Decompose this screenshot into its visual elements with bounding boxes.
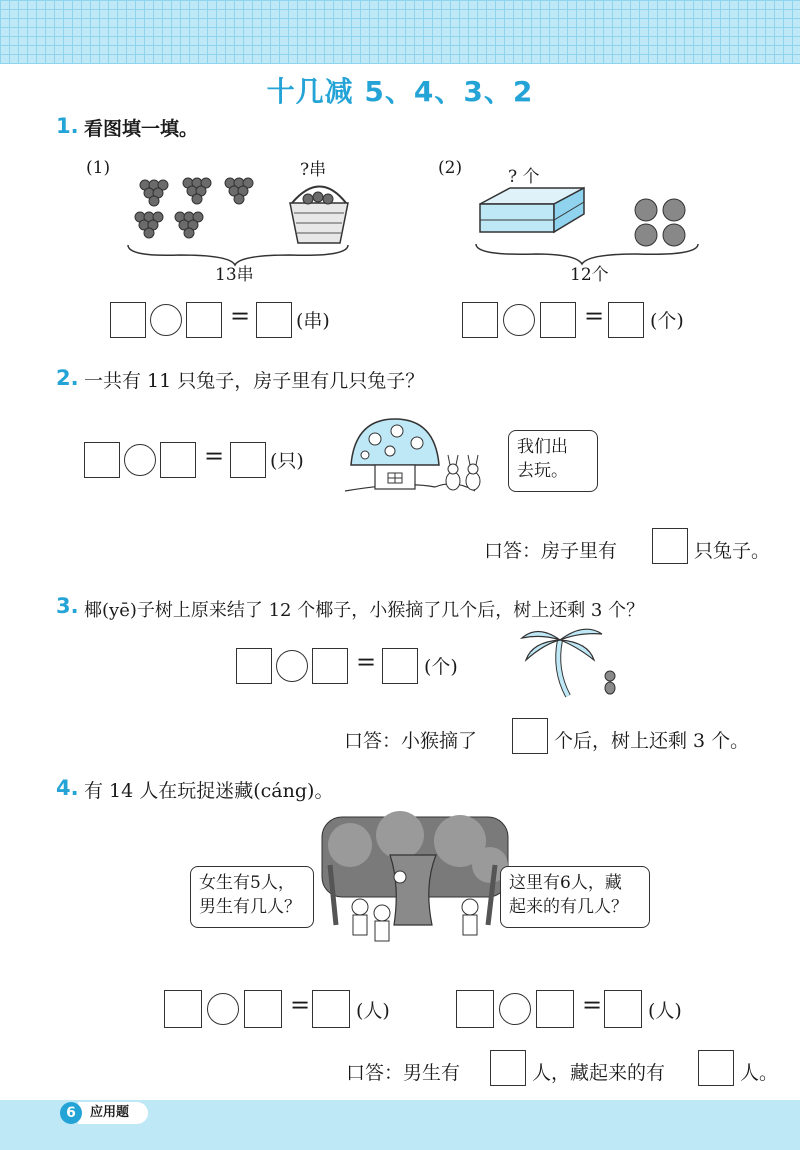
- answer-box[interactable]: [84, 442, 120, 478]
- answer-box[interactable]: [312, 648, 348, 684]
- page-number: 6: [60, 1102, 82, 1124]
- monkey-icon: [605, 671, 615, 694]
- q1-part1-label: (1): [86, 158, 111, 178]
- q1-part2-label: (2): [438, 158, 463, 178]
- operator-circle[interactable]: [124, 444, 156, 476]
- bubble-line: 这里有6人，藏: [509, 873, 622, 893]
- q4-number: 4.: [56, 776, 79, 800]
- section-tag: 应用题: [78, 1102, 148, 1124]
- speech-bubble-left: [190, 866, 314, 928]
- rabbit-icon: [446, 455, 480, 490]
- answer-box[interactable]: [462, 302, 498, 338]
- hide-and-seek-illustration: [320, 815, 510, 970]
- answer-box[interactable]: [540, 302, 576, 338]
- q3-text: 椰(yē)子树上原来结了 12 个椰子，小猴摘了几个后，树上还剩 3 个？: [84, 600, 645, 621]
- q1-part2-unit: (个): [650, 310, 684, 332]
- answer-box[interactable]: [512, 718, 548, 754]
- answer-box[interactable]: [160, 442, 196, 478]
- q1-number: 1.: [56, 114, 79, 138]
- equals-sign: =: [230, 302, 251, 330]
- equals-sign: =: [204, 442, 225, 470]
- header-grid-band: [0, 0, 800, 64]
- answer-box[interactable]: [256, 302, 292, 338]
- q4-unit-left: (人): [356, 1000, 390, 1022]
- answer-box[interactable]: [230, 442, 266, 478]
- q2-number: 2.: [56, 366, 79, 390]
- answer-box[interactable]: [164, 990, 202, 1028]
- q4-answer-prefix: 口答：男生有: [346, 1062, 461, 1084]
- q2-answer-suffix: 只兔子。: [694, 540, 771, 562]
- q1-part2-question: ? 个: [508, 167, 540, 187]
- q4-answer-middle: 人，藏起来的有: [532, 1062, 666, 1084]
- answer-box[interactable]: [110, 302, 146, 338]
- bubble-line: 女生有5人，: [199, 873, 295, 893]
- answer-box[interactable]: [456, 990, 494, 1028]
- equals-sign: =: [290, 991, 311, 1019]
- operator-circle[interactable]: [499, 993, 531, 1025]
- operator-circle[interactable]: [150, 304, 182, 336]
- bubble-line: 起来的有几人？: [509, 897, 628, 917]
- answer-box[interactable]: [652, 528, 688, 564]
- q3-answer-prefix: 口答：小猴摘了: [344, 730, 478, 752]
- q1-part2-total: 12个: [570, 265, 609, 285]
- q2-unit: (只): [270, 450, 304, 472]
- answer-box[interactable]: [186, 302, 222, 338]
- q1-part1-question: ?串: [300, 160, 327, 180]
- q1-text: 看图填一填。: [84, 118, 199, 140]
- answer-box[interactable]: [382, 648, 418, 684]
- bubble-line: 去玩。: [517, 461, 568, 481]
- answer-box[interactable]: [490, 1050, 526, 1086]
- bubble-line: 男生有几人？: [199, 897, 301, 917]
- equals-sign: =: [582, 991, 603, 1019]
- operator-circle[interactable]: [503, 304, 535, 336]
- q4-answer-suffix: 人。: [740, 1062, 779, 1084]
- equals-sign: =: [584, 302, 605, 330]
- q4-unit-right: (人): [648, 1000, 682, 1022]
- mushroom-house-illustration: [345, 415, 505, 495]
- q3-answer-suffix: 个后，树上还剩 3 个。: [554, 730, 750, 752]
- operator-circle[interactable]: [276, 650, 308, 682]
- grapes-illustration: [120, 165, 360, 260]
- palm-tree-monkey-illustration: [518, 620, 628, 700]
- answer-box[interactable]: [536, 990, 574, 1028]
- box-and-balls-illustration: [476, 180, 716, 260]
- speech-bubble-right: [500, 866, 650, 928]
- answer-box[interactable]: [608, 302, 644, 338]
- bubble-line: 我们出: [517, 437, 568, 457]
- q2-text: 一共有 11 只兔子，房子里有几只兔子？: [84, 370, 425, 392]
- page-title: 十几减 5、4、3、2: [266, 75, 534, 108]
- equals-sign: =: [356, 648, 377, 676]
- operator-circle[interactable]: [207, 993, 239, 1025]
- answer-box[interactable]: [244, 990, 282, 1028]
- q2-answer-prefix: 口答：房子里有: [484, 540, 618, 562]
- q3-unit: (个): [424, 656, 458, 678]
- q3-number: 3.: [56, 594, 79, 618]
- answer-box[interactable]: [604, 990, 642, 1028]
- answer-box[interactable]: [236, 648, 272, 684]
- q4-text: 有 14 人在玩捉迷藏(cáng)。: [84, 780, 334, 802]
- basket-icon: [290, 187, 348, 244]
- speech-bubble: [508, 430, 598, 492]
- q1-part1-total: 13串: [215, 265, 254, 285]
- q1-part1-unit: (串): [296, 310, 330, 332]
- answer-box[interactable]: [698, 1050, 734, 1086]
- answer-box[interactable]: [312, 990, 350, 1028]
